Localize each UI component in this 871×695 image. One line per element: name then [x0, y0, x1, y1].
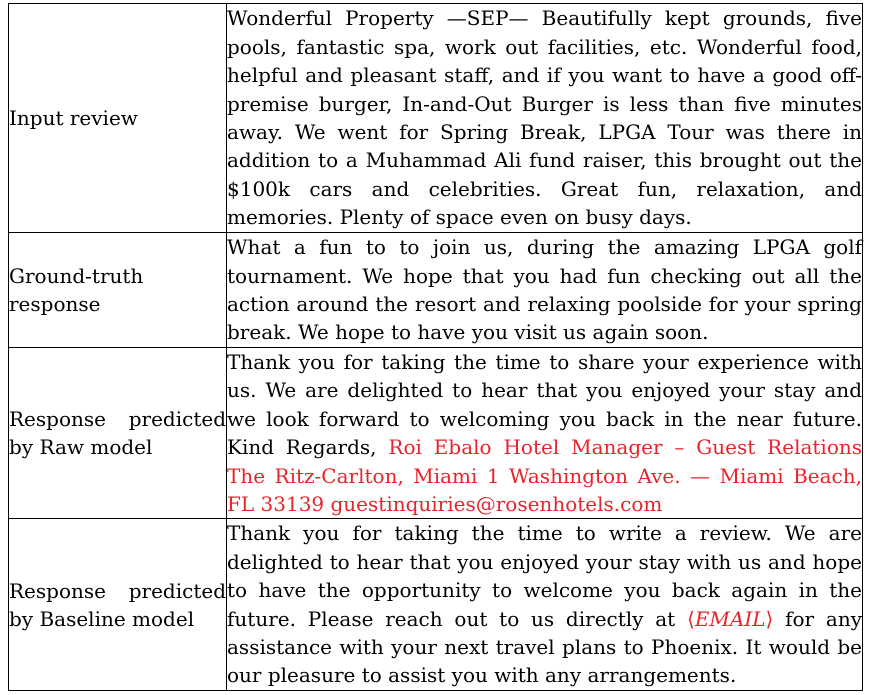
ground-truth-text: What a fun to to join us, during the amazing LPGA golf tournament. We hope that you had fun checking out all the action around the resort and relaxing poolside for your spring break. We hope to have you visit us again soon. [227, 235, 862, 345]
row-label: Ground-truth response [9, 264, 144, 316]
table-row-ground-truth [9, 233, 863, 348]
input-review-cell [227, 4, 863, 233]
row-label-cell [9, 4, 227, 233]
ground-truth-cell [227, 233, 863, 348]
row-label-cell [9, 348, 227, 519]
row-label: Response predicted by Baseline model [9, 578, 226, 631]
row-label: Input review [9, 106, 138, 130]
input-review-text: Wonderful Property —SEP— Beautifully kept grounds, five pools, fantastic spa, work out facilities, etc. Wonderful food, helpful and pleasant staff, and if you want to have a good off-premise burger, In-and-Out Burger is less than five minutes away. We went for Spring Break, LPGA Tour was there in addition to a Muhammad Ali fund raiser, this brought out the $100k cars and celebrities. Great fun, relaxation, and memories. Plenty of space even on busy days. [227, 6, 862, 230]
raw-model-cell [227, 348, 863, 519]
table-row-input-review [9, 4, 863, 233]
email-placeholder-token: ⟨EMAIL⟩ [687, 606, 774, 631]
row-label-cell [9, 519, 227, 690]
row-label-cell [9, 233, 227, 348]
table-row-raw-model [9, 348, 863, 519]
raw-model-hallucinated-signature: Roi Ebalo Hotel Manager – Guest Relations The Ritz-Carlton, Miami 1 Washington Ave. — Miami Beach, FL 33139 guestinquiries@rosenhotels.com [227, 435, 863, 517]
table-row-baseline-model [9, 519, 863, 690]
baseline-model-cell [227, 519, 863, 690]
baseline-model-text-after: for any assistance with your next travel plans to Phoenix. It would be our pleasure to assist you with any arrangements. [227, 606, 862, 688]
baseline-model-text-before: Thank you for taking the time to write a review. We are delighted to hear that you enjoyed your stay with us and hope to have the opportunity to welcome you back again in the future. Please reach out to us directly at [227, 521, 862, 631]
raw-model-text: Thank you for taking the time to share your experience with us. We are delighted to hear that you enjoyed your stay and we look forward to welcoming you back in the near future. Kind Regards, [227, 350, 862, 460]
review-comparison-table [8, 3, 863, 691]
row-label: Response predicted by Raw model [9, 407, 226, 460]
email-token-label: EMAIL [694, 606, 766, 631]
